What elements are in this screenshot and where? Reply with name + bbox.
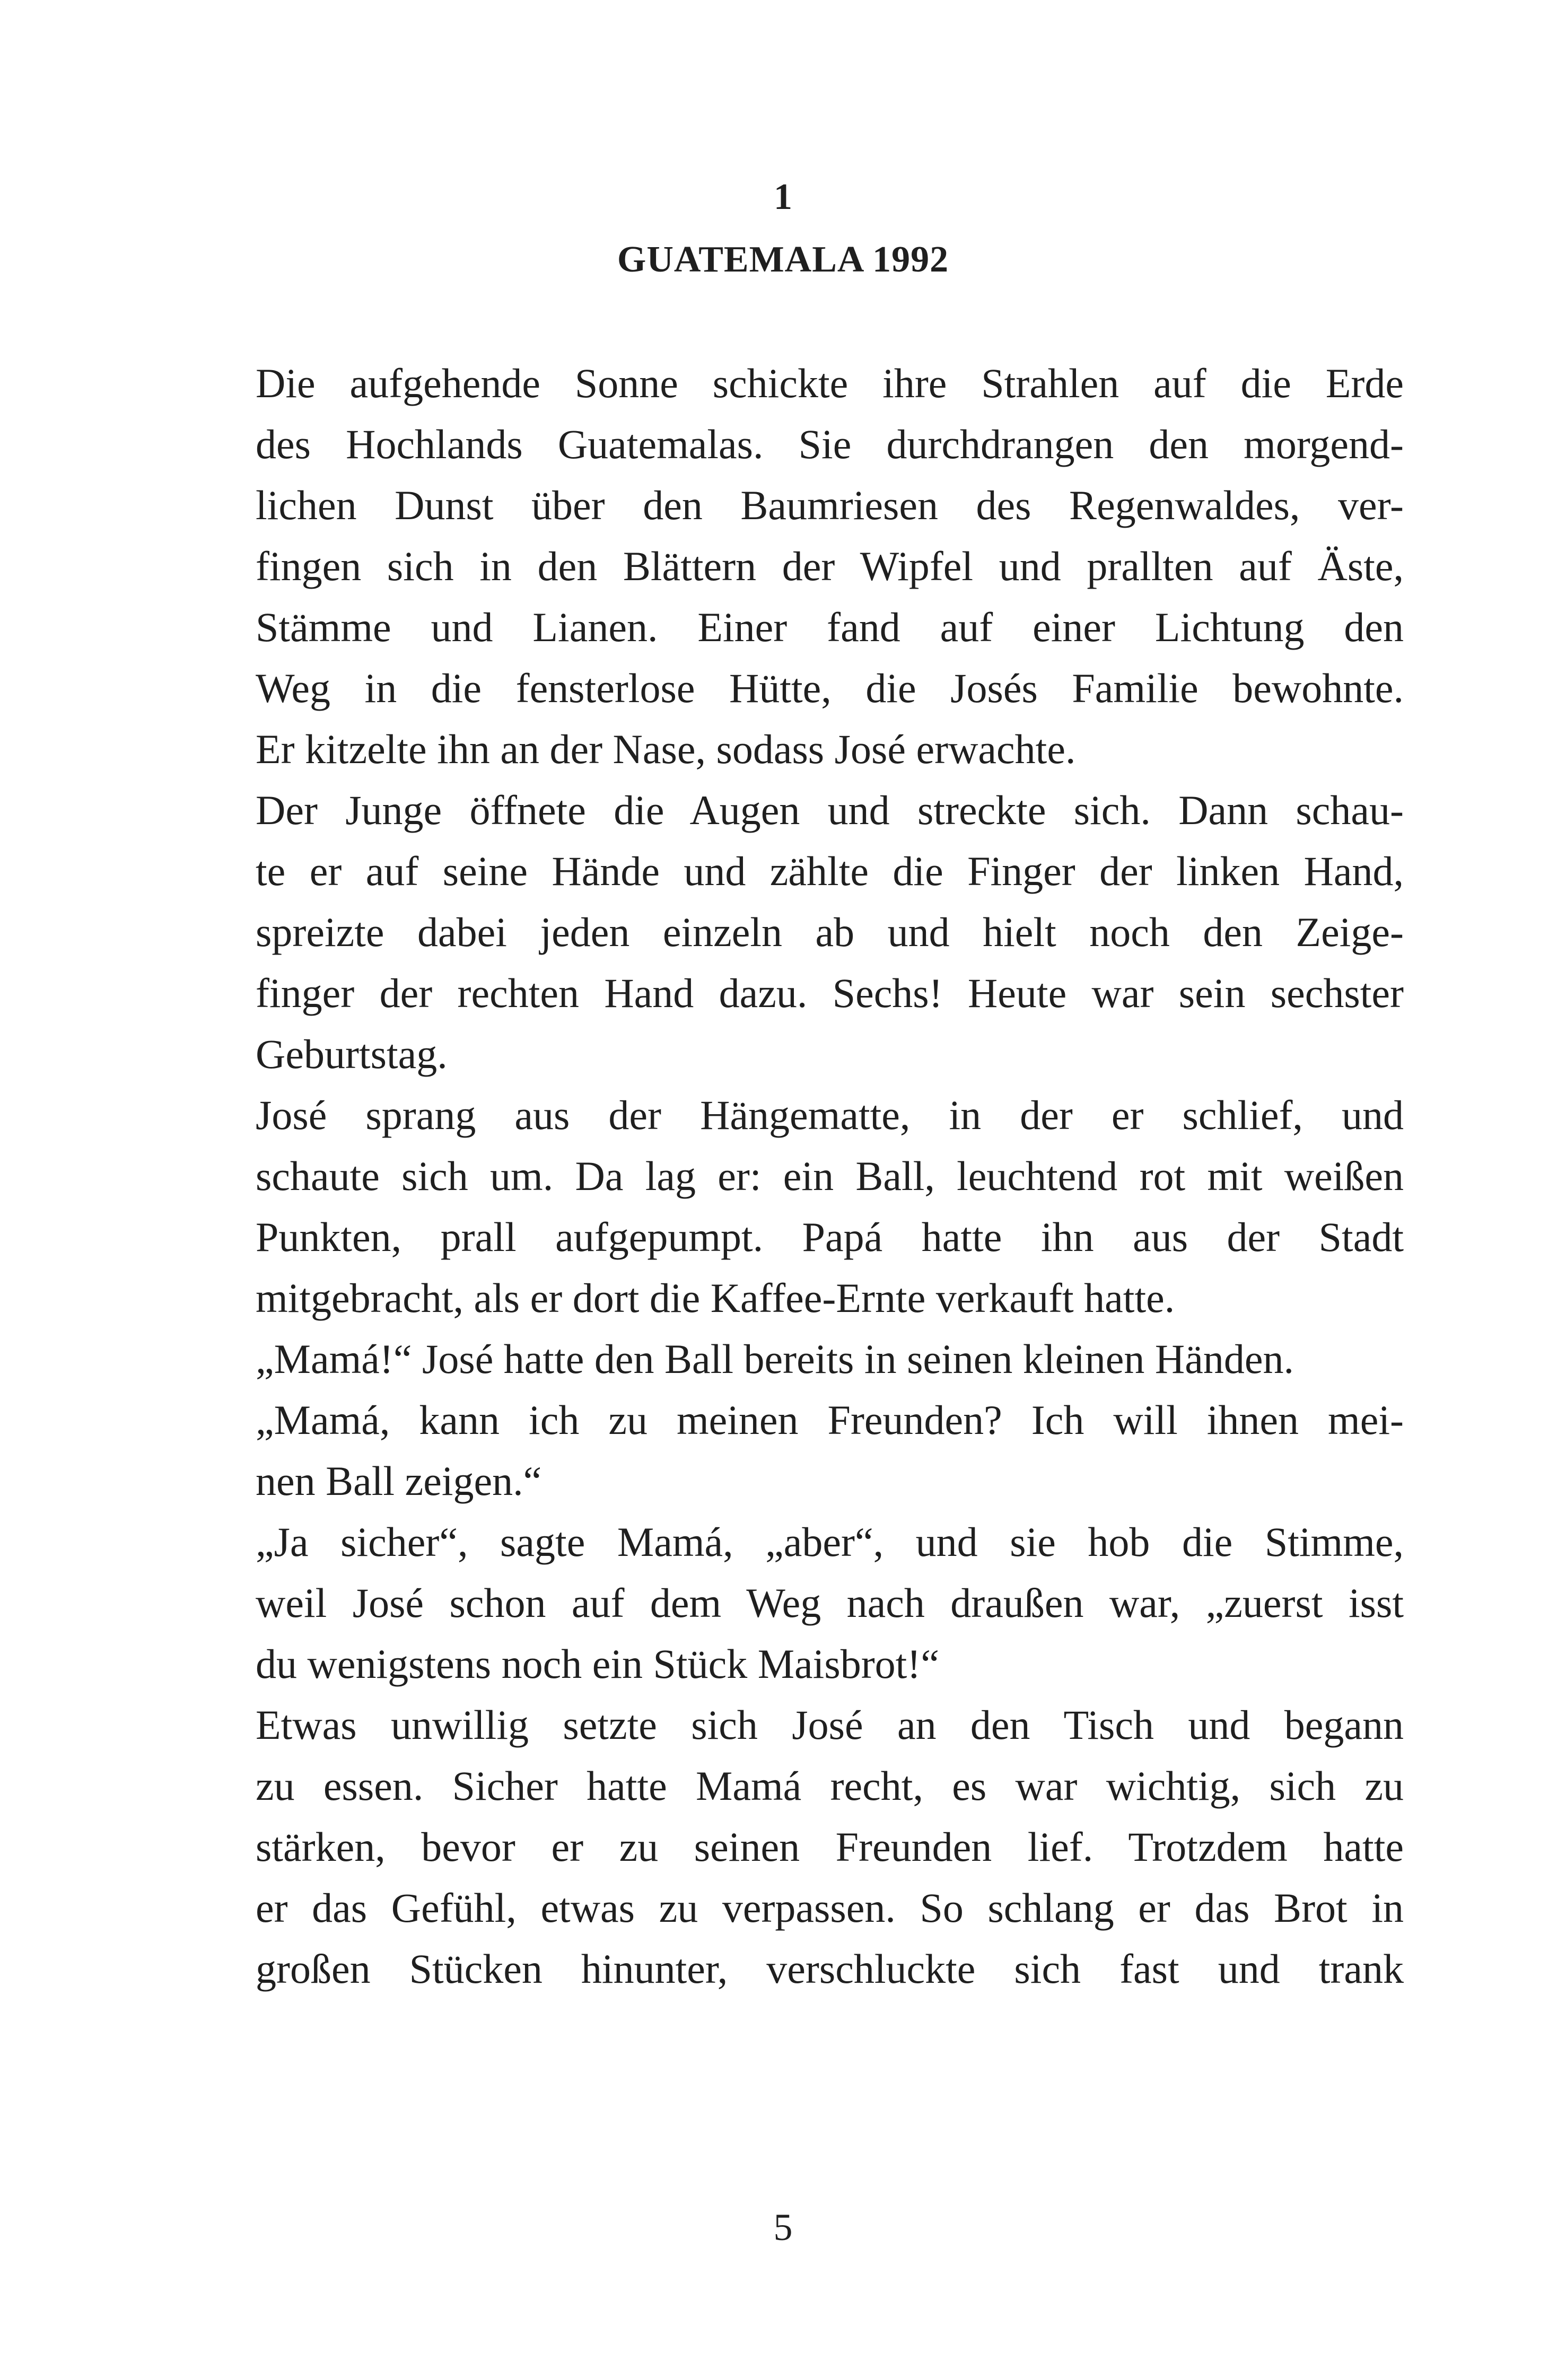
text-line: „Ja sicher“, sagte Mamá, „aber“, und sie hob die Stimme, [256, 1519, 1404, 1565]
text-line: großen Stücken hinunter, verschluckte sich fast und trank [256, 1946, 1404, 1992]
body-text [256, 353, 1404, 1999]
text-line: Punkten, prall aufgepumpt. Papá hatte ihn aus der Stadt [256, 1214, 1404, 1260]
text-line: weil José schon auf dem Weg nach draußen war, „zuerst isst [256, 1580, 1404, 1626]
text-line: Geburtstag. [256, 1031, 448, 1077]
text-line: du wenigstens noch ein Stück Maisbrot!“ [256, 1641, 939, 1687]
text-line: Die aufgehende Sonne schickte ihre Strahlen auf die Erde [256, 360, 1404, 406]
text-line: nen Ball zeigen.“ [256, 1458, 542, 1504]
text-line: stärken, bevor er zu seinen Freunden lief. Trotzdem hatte [256, 1824, 1404, 1870]
chapter-title: GUATEMALA 1992 [617, 239, 949, 280]
text-line: Der Junge öffnete die Augen und streckte sich. Dann schau- [256, 787, 1404, 833]
page-number: 5 [773, 2206, 793, 2248]
chapter-number: 1 [774, 177, 792, 217]
text-line: Stämme und Lianen. Einer fand auf einer Lichtung den [256, 604, 1404, 650]
text-line: spreizte dabei jeden einzeln ab und hielt noch den Zeige- [256, 909, 1404, 955]
text-line: finger der rechten Hand dazu. Sechs! Heute war sein sechster [256, 970, 1404, 1016]
text-line: mitgebracht, als er dort die Kaffee-Ernte verkauft hatte. [256, 1275, 1175, 1321]
text-line: Er kitzelte ihn an der Nase, sodass José erwachte. [256, 726, 1076, 772]
text-line: José sprang aus der Hängematte, in der er schlief, und [256, 1092, 1404, 1138]
text-line: des Hochlands Guatemalas. Sie durchdrangen den morgend- [256, 421, 1404, 467]
text-line: schaute sich um. Da lag er: ein Ball, leuchtend rot mit weißen [256, 1153, 1404, 1199]
text-line: fingen sich in den Blättern der Wipfel und prallten auf Äste, [256, 543, 1404, 589]
text-line: Etwas unwillig setzte sich José an den Tisch und begann [256, 1702, 1404, 1748]
text-line: „Mamá!“ José hatte den Ball bereits in seinen kleinen Händen. [256, 1336, 1294, 1382]
text-line: te er auf seine Hände und zählte die Finger der linken Hand, [256, 848, 1404, 894]
text-line: „Mamá, kann ich zu meinen Freunden? Ich will ihnen mei- [256, 1397, 1404, 1443]
text-line: er das Gefühl, etwas zu verpassen. So schlang er das Brot in [256, 1885, 1404, 1931]
text-line: zu essen. Sicher hatte Mamá recht, es war wichtig, sich zu [256, 1763, 1404, 1809]
text-line: Weg in die fensterlose Hütte, die Josés Familie bewohnte. [256, 665, 1404, 711]
text-line: lichen Dunst über den Baumriesen des Regenwaldes, ver- [256, 482, 1404, 528]
